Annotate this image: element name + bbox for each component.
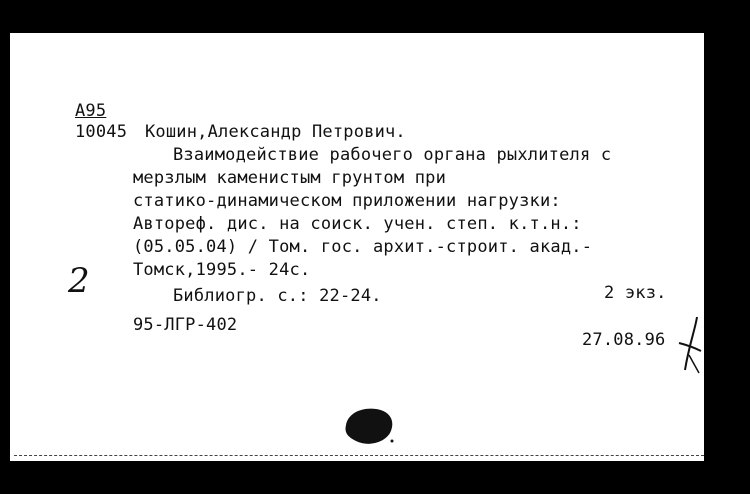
title-line-5: (05.05.04) / Том. гос. архит.-строит. акад.- — [133, 237, 593, 257]
handwritten-stroke-icon — [675, 315, 705, 375]
punched-hole-icon — [340, 403, 400, 448]
shelf-mark: А95 — [75, 101, 107, 121]
bibliography-note: Библиогр. с.: 22-24. — [173, 286, 382, 306]
catalog-date: 27.08.96 — [582, 330, 666, 350]
title-line-3: статико-динамическом приложении нагрузки: — [133, 191, 561, 211]
catalog-card — [10, 33, 704, 461]
accession-number: 10045 — [75, 122, 128, 142]
record-code: 95-ЛГР-402 — [133, 315, 238, 335]
title-line-4: Автореф. дис. на соиск. учен. степ. к.т.н.: — [133, 214, 582, 234]
title-line-1: Взаимодействие рабочего органа рыхлителя с — [173, 145, 612, 165]
author-line: Кошин,Александр Петрович. — [145, 122, 406, 142]
copies-count: 2 экз. — [604, 283, 667, 303]
card-bottom-edge — [14, 455, 704, 456]
title-line-2: мерзлым каменистым грунтом при — [133, 168, 447, 188]
handwritten-margin-mark: 2 — [68, 261, 90, 301]
title-line-6: Томск,1995.- 24с. — [133, 260, 311, 280]
